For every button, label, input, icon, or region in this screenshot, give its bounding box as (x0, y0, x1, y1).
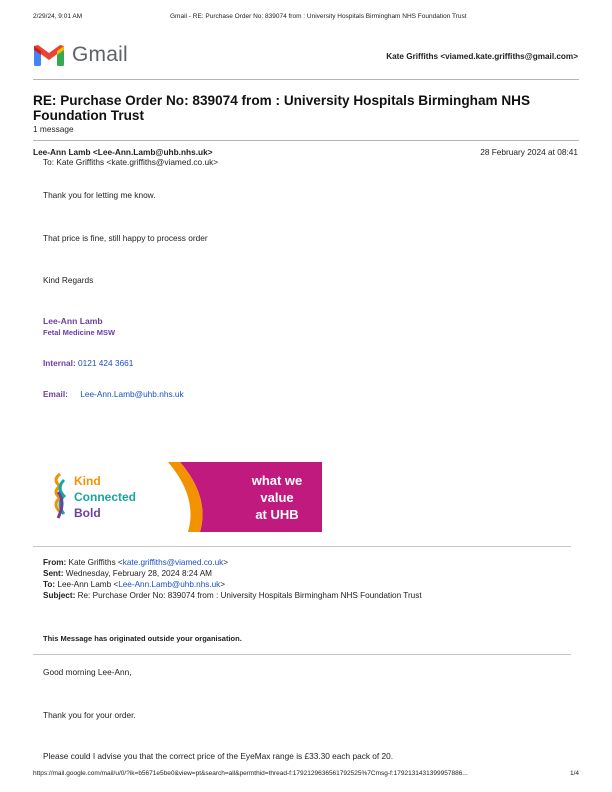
quoted-subject (43, 591, 422, 600)
body-line-1: Thank you for letting me know. (43, 190, 156, 200)
message-count: 1 message (33, 124, 74, 134)
account-email: Kate Griffiths <viamed.kate.griffiths@gmail.com> (386, 52, 578, 61)
banner-word-kind: Kind (74, 474, 101, 488)
banner-value: value (260, 490, 294, 505)
quoted-to-label: To: (43, 580, 56, 589)
quoted-from-email-link[interactable]: kate.griffiths@viamed.co.uk (122, 558, 224, 567)
internal-label: Internal: (43, 358, 76, 368)
banner-word-bold: Bold (74, 506, 101, 520)
message-date: 28 February 2024 at 08:41 (480, 147, 578, 157)
signature-internal (43, 358, 133, 368)
quoted-subject-value: Re: Purchase Order No: 839074 from : University Hospitals Birmingham NHS Foundation Trust (77, 591, 422, 600)
body-line-3: Kind Regards (43, 275, 94, 285)
gmail-wordmark: Gmail (72, 43, 128, 66)
banner-at-uhb: at UHB (255, 507, 299, 522)
quoted-from-name: Kate Griffiths < (68, 558, 123, 567)
banner-right-text (235, 472, 319, 523)
message-recipient: To: Kate Griffiths <kate.griffiths@viamed.co.uk> (43, 157, 219, 167)
signature-department: Fetal Medicine MSW (43, 328, 116, 337)
quoted-to-name: Lee-Ann Lamb < (57, 580, 119, 589)
print-page-number: 1/4 (569, 770, 579, 777)
quoted-body-line-1: Good morning Lee-Ann, (43, 667, 132, 677)
quote-divider (33, 546, 571, 547)
message-sender: Lee-Ann Lamb <Lee-Ann.Lamb@uhb.nhs.uk> (33, 147, 213, 157)
gmail-logo-icon (33, 43, 65, 67)
quoted-from (43, 558, 228, 567)
quoted-body-line-3: Please could I advise you that the correct price of the EyeMax range is £33.30 each pack of 20. (43, 751, 394, 761)
quoted-sent-value: Wednesday, February 28, 2024 8:24 AM (65, 569, 212, 578)
subject-divider (33, 140, 579, 141)
banner-what-we: what we (251, 473, 303, 488)
signature-name: Lee-Ann Lamb (43, 316, 103, 326)
internal-phone-link[interactable]: 0121 424 3661 (78, 358, 134, 368)
print-datetime: 2/29/24, 9:01 AM (33, 13, 83, 20)
quoted-to-end: > (220, 580, 226, 589)
banner-word-connected: Connected (74, 490, 137, 504)
email-label: Email: (43, 389, 68, 399)
email-link[interactable]: Lee-Ann.Lamb@uhb.nhs.uk (80, 389, 184, 399)
body-line-2: That price is fine, still happy to process order (43, 233, 208, 243)
print-url: https://mail.google.com/mail/u/0/?ik=b5671e5be0&view=pt&search=all&permthid=thread-f:1792129636561792525%7Cmsg-f:1792131431399957886... (33, 770, 468, 777)
quoted-to (43, 580, 225, 589)
print-title: Gmail - RE: Purchase Order No: 839074 from : University Hospitals Birmingham NHS Foundation Trust (170, 13, 467, 20)
external-notice: This Message has originated outside your organisation. (43, 634, 242, 643)
uhb-values-banner (50, 462, 322, 532)
notice-divider (33, 654, 571, 655)
quoted-from-end: > (223, 558, 229, 567)
banner-left-text (74, 473, 136, 521)
quoted-to-email-link[interactable]: Lee-Ann.Lamb@uhb.nhs.uk (118, 580, 221, 589)
thread-subject: RE: Purchase Order No: 839074 from : University Hospitals Birmingham NHS Foundation Trust (33, 93, 531, 123)
quoted-sent (43, 569, 212, 578)
signature-email (43, 389, 184, 399)
header-divider (33, 79, 579, 80)
quoted-body-line-2: Thank you for your order. (43, 710, 136, 720)
quoted-from-label: From: (43, 558, 67, 567)
quoted-subject-label: Subject: (43, 591, 76, 600)
quoted-sent-label: Sent: (43, 569, 64, 578)
